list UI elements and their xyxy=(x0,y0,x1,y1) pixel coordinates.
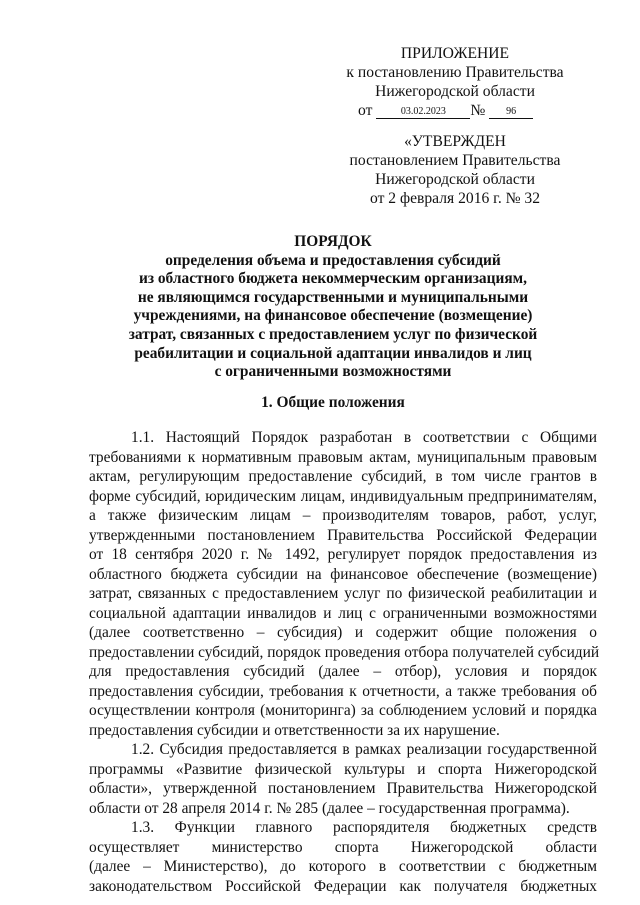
document-title xyxy=(60,233,606,382)
body-line: требованиями к нормативным правовым актам, муниципальным правовым xyxy=(89,448,597,466)
title-line: определения объема и предоставления субсидий xyxy=(165,251,501,269)
title-line: реабилитации и социальной адаптации инвалидов и лиц xyxy=(134,344,532,362)
appendix-block xyxy=(330,44,580,120)
body-line: 1.1. Настоящий Порядок разработан в соответствии с Общими xyxy=(131,429,597,446)
body-line: области от 28 апреля 2014 г. № 285 (далее – государственная программа). xyxy=(89,799,570,817)
number-sign: № xyxy=(470,102,486,119)
approved-line-3: Нижегородской области xyxy=(375,171,535,188)
body-line: 1.3. Функции главного распорядителя бюджетных средств xyxy=(131,819,597,836)
body-line: для предоставления субсидий (далее – отбор), условия и порядок xyxy=(89,663,597,680)
body-text xyxy=(89,428,600,896)
approved-line-2: постановлением Правительства xyxy=(349,152,561,169)
body-line: областного бюджета субсидии на финансовое обеспечение (возмещение) xyxy=(89,565,597,583)
body-line: программы «Развитие физической культуры и спорта Нижегородской xyxy=(89,760,597,778)
approved-line-4: от 2 февраля 2016 г. № 32 xyxy=(370,190,540,207)
body-line: 1.2. Субсидия предоставляется в рамках реализации государственной xyxy=(131,741,597,758)
title-line: с ограниченными возможностями xyxy=(214,363,452,381)
body-line: осуществляет министерство спорта Нижегородской области xyxy=(89,838,597,856)
appendix-line-2: к постановлению Правительства xyxy=(346,64,564,81)
date-field: 03.02.2023 xyxy=(376,106,470,119)
title-line: из областного бюджета некоммерческим организациям, xyxy=(138,270,528,288)
title-line: затрат, связанных с предоставлением услуг по физической xyxy=(128,325,538,343)
date-prefix: от xyxy=(358,102,373,119)
body-line: утвержденными постановлением Правительства Российской Федерации xyxy=(89,526,597,544)
title-heading: ПОРЯДОК xyxy=(294,233,372,250)
body-line: предоставления субсидии, требования к отчетности, а также требования об xyxy=(89,682,597,700)
appendix-title: ПРИЛОЖЕНИЕ xyxy=(400,45,510,62)
section-heading: 1. Общие положения xyxy=(261,394,405,411)
body-line: затрат, связанных с предоставлением услуг по физической реабилитации и xyxy=(89,585,597,602)
title-line: учреждениями, на финансовое обеспечение (возмещение) xyxy=(133,307,533,325)
body-line: (далее соответственно – субсидия) и содержит общие положения о xyxy=(89,624,597,641)
body-line: социальной адаптации инвалидов и лиц с ограниченными возможностями xyxy=(89,604,597,622)
appendix-date-line xyxy=(330,101,580,120)
body-line: от 18 сентября 2020 г. № 1492, регулирует порядок предоставления из xyxy=(89,546,597,563)
body-line: а также физическим лицам – производителям товаров, работ, услуг, xyxy=(89,507,597,524)
body-line: предоставлении субсидий, порядок проведения отбора получателей субсидий xyxy=(89,643,600,661)
body-line: форме субсидий, юридическим лицам, индивидуальным предпринимателям, xyxy=(89,487,597,505)
body-line: предоставления субсидии и ответственности за их нарушение. xyxy=(89,721,500,739)
number-field: 96 xyxy=(489,106,533,119)
body-line: актам, регулирующим предоставление субсидий, в том числе грантов в xyxy=(89,468,597,485)
body-line: области», утвержденной постановлением Правительства Нижегородской xyxy=(89,780,597,797)
appendix-line-3: Нижегородской области xyxy=(375,83,535,100)
approved-line-1: «УТВЕРЖДЕН xyxy=(404,133,506,150)
approved-block xyxy=(330,132,580,208)
body-line: (далее – Министерство), до которого в соответствии с бюджетным xyxy=(89,858,597,875)
body-line: законодательством Российской Федерации как получателя бюджетных xyxy=(89,877,597,895)
title-line: не являющимся государственными и муниципальными xyxy=(137,288,529,306)
body-line: осуществлении контроля (мониторинга) за соблюдением условий и порядка xyxy=(89,702,597,719)
